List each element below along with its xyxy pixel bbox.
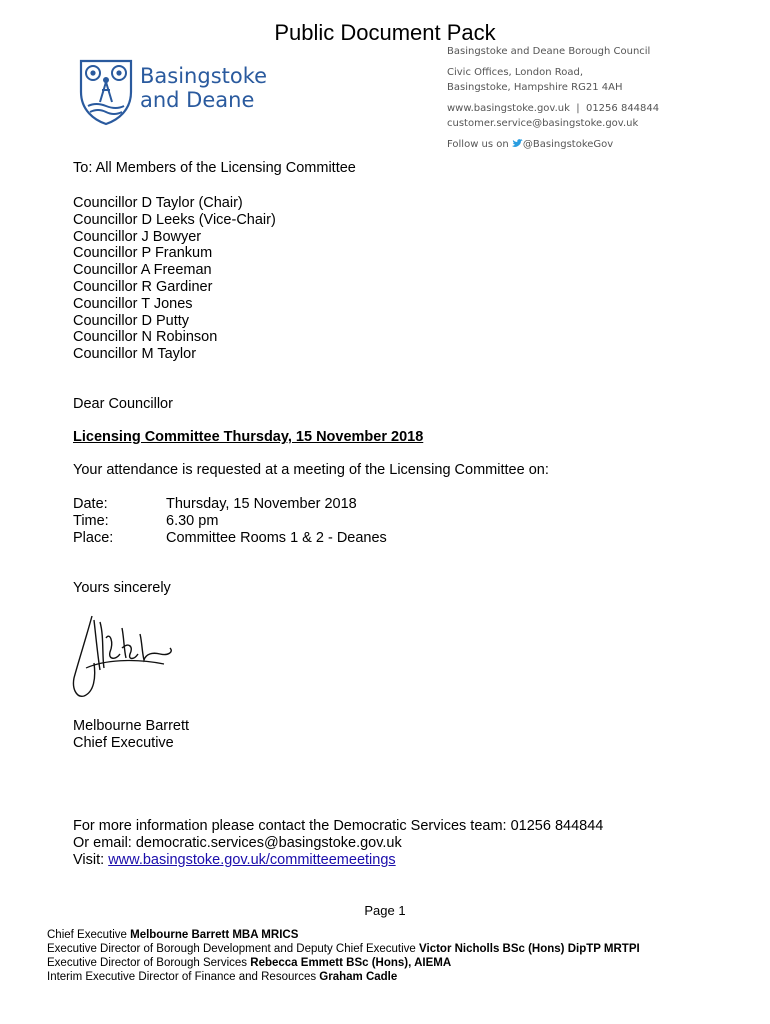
salutation: Dear Councillor — [73, 396, 173, 412]
council-address-line-1: Civic Offices, London Road, — [447, 67, 583, 78]
place-value: Committee Rooms 1 & 2 - Deanes — [166, 529, 387, 546]
member-item: Councillor A Freeman — [73, 262, 212, 279]
contact-phone-line: For more information please contact the Democratic Services team: 01256 844844 — [73, 818, 604, 834]
twitter-handle: @BasingstokeGov — [522, 139, 614, 150]
time-value: 6.30 pm — [166, 512, 219, 529]
council-web-phone: www.basingstoke.gov.uk | 01256 844844 — [447, 103, 660, 114]
executive-footer — [47, 928, 640, 984]
member-item: Councillor D Leeks (Vice-Chair) — [73, 211, 276, 228]
signer-title: Chief Executive — [73, 734, 174, 751]
footer-line — [47, 942, 640, 956]
footer-person: Rebecca Emmett BSc (Hons), AIEMA — [250, 957, 452, 969]
page-number: Page 1 — [364, 903, 406, 918]
footer-role: Chief Executive — [47, 929, 131, 941]
committee-members-list — [73, 195, 276, 363]
date-value: Thursday, 15 November 2018 — [166, 496, 357, 512]
twitter-bird-icon — [512, 138, 523, 147]
follow-line — [447, 137, 659, 152]
closing-line: Yours sincerely — [73, 580, 171, 596]
council-name: Basingstoke and Deane Borough Council — [447, 46, 651, 57]
footer-person: Victor Nicholls BSc (Hons) DipTP MRTPI — [419, 943, 640, 955]
meeting-place-row — [73, 530, 387, 547]
footer-person: Melbourne Barrett MBA MRICS — [130, 929, 299, 941]
footer-person: Graham Cadle — [319, 971, 398, 983]
footer-role: Interim Executive Director of Finance and Resources — [47, 971, 320, 983]
visit-prefix: Visit: — [73, 851, 109, 868]
signer-block — [73, 718, 189, 752]
meeting-time-row — [73, 513, 387, 530]
handwritten-signature — [64, 608, 184, 713]
member-item: Councillor M Taylor — [73, 346, 197, 363]
committee-meetings-link[interactable]: www.basingstoke.gov.uk/committeemeetings — [108, 851, 396, 868]
footer-line — [47, 970, 640, 984]
member-item: Councillor P Frankum — [73, 245, 213, 262]
follow-prefix: Follow us on — [447, 139, 512, 150]
contact-email-line: Or email: democratic.services@basingstoke.gov.uk — [73, 834, 402, 851]
democratic-services-contact — [73, 818, 603, 868]
council-crest-logo — [78, 58, 134, 131]
member-item: Councillor N Robinson — [73, 329, 218, 346]
footer-line — [47, 956, 640, 970]
council-email: customer.service@basingstoke.gov.uk — [447, 118, 639, 129]
visit-line — [73, 852, 603, 869]
member-item: Councillor J Bowyer — [73, 228, 202, 245]
recipients-line: To: All Members of the Licensing Committee — [73, 160, 356, 176]
member-item: Councillor R Gardiner — [73, 278, 213, 295]
logo-line-1: Basingstoke — [140, 64, 268, 88]
place-label: Place: — [73, 529, 114, 546]
footer-role: Executive Director of Borough Services — [47, 957, 251, 969]
signer-name: Melbourne Barrett — [73, 718, 190, 734]
meeting-details — [73, 496, 387, 546]
member-item: Councillor D Putty — [73, 312, 190, 329]
footer-role: Executive Director of Borough Development and Deputy Chief Executive — [47, 943, 420, 955]
meeting-date-row — [73, 496, 387, 513]
date-label: Date: — [73, 496, 108, 512]
member-item: Councillor D Taylor (Chair) — [73, 195, 243, 211]
council-contact-block — [447, 44, 659, 152]
meeting-heading: Licensing Committee Thursday, 15 November 2018 — [73, 429, 424, 445]
council-logo-wordmark — [140, 64, 267, 112]
member-item: Councillor T Jones — [73, 295, 193, 312]
attendance-request: Your attendance is requested at a meeting of the Licensing Committee on: — [73, 462, 549, 478]
footer-line — [47, 928, 640, 942]
logo-line-2: and Deane — [140, 88, 255, 112]
document-pack-title: Public Document Pack — [274, 20, 496, 45]
time-label: Time: — [73, 512, 109, 529]
council-address-line-2: Basingstoke, Hampshire RG21 4AH — [447, 82, 623, 93]
